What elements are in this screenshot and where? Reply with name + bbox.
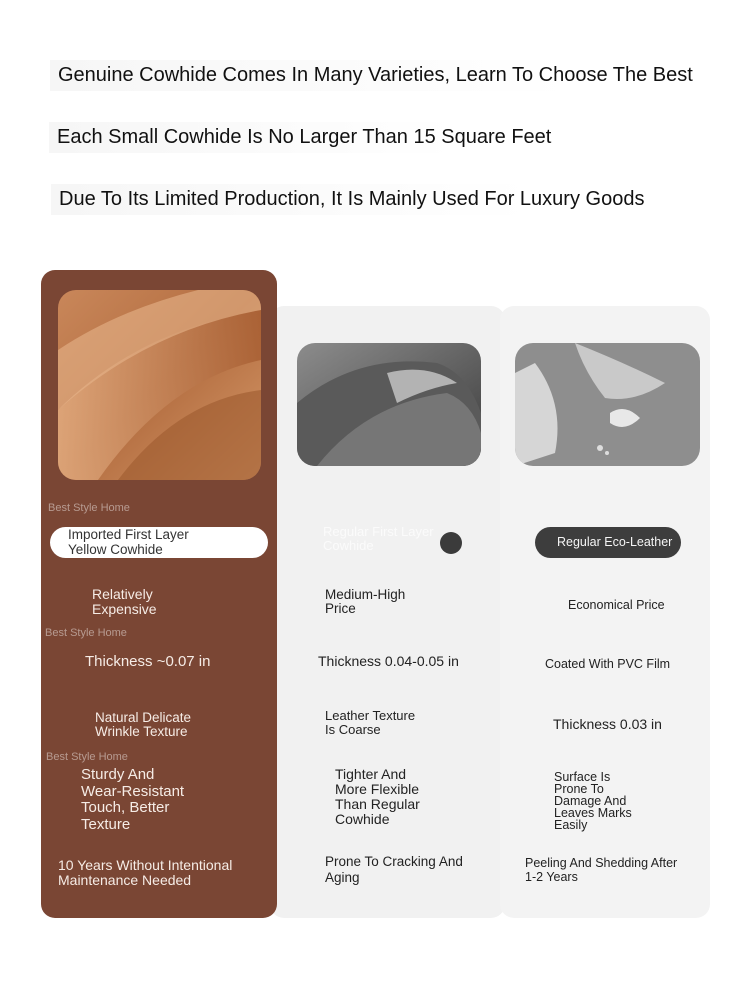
col3-damage: Surface Is Prone To Damage And Leaves Marks Easily: [554, 770, 632, 832]
col1-price: Relatively Expensive: [92, 586, 157, 617]
col2-price: Medium-High Price: [325, 587, 406, 617]
imported-cowhide-label: [50, 527, 268, 558]
eco-leather-label: Regular Eco-Leather: [535, 527, 681, 558]
imported-cowhide-photo: [58, 290, 261, 480]
col3-thickness: Thickness 0.03 in: [553, 716, 662, 732]
col2-thickness: Thickness 0.04-0.05 in: [318, 653, 459, 669]
heading-line-3: Due To Its Limited Production, It Is Mainly Used For Luxury Goods: [51, 184, 652, 215]
col1-durability: Sturdy And Wear-Resistant Touch, Better Texture: [81, 766, 185, 833]
col3-coating: Coated With PVC Film: [545, 657, 671, 671]
col1-texture: Natural Delicate Wrinkle Texture: [95, 710, 192, 740]
col2-texture: Leather Texture Is Coarse: [325, 708, 416, 737]
col2-flexibility: Tighter And More Flexible Than Regular Cowhide: [335, 766, 420, 828]
watermark-3: Best Style Home: [46, 751, 128, 763]
heading-line-1: Genuine Cowhide Comes In Many Varieties, Learn To Choose The Best: [50, 60, 701, 91]
col2-aging: Prone To Cracking And Aging: [325, 854, 463, 886]
eco-leather-photo: [515, 343, 700, 466]
watermark-2: Best Style Home: [45, 627, 127, 639]
dot-marker: [440, 532, 462, 554]
col1-thickness: Thickness ~0.07 in: [85, 653, 211, 670]
col3-peeling: Peeling And Shedding After 1-2 Years: [525, 856, 678, 884]
regular-cowhide-label: Regular First Layer Cowhide: [323, 524, 434, 553]
watermark-1: Best Style Home: [48, 502, 130, 514]
col3-price: Economical Price: [568, 598, 665, 612]
imported-cowhide-label-text: Imported First Layer Yellow Cowhide: [68, 527, 189, 557]
heading-line-2: Each Small Cowhide Is No Larger Than 15 Square Feet: [49, 122, 559, 153]
col1-maintenance: 10 Years Without Intentional Maintenance Needed: [58, 857, 233, 888]
regular-cowhide-photo: [297, 343, 481, 466]
